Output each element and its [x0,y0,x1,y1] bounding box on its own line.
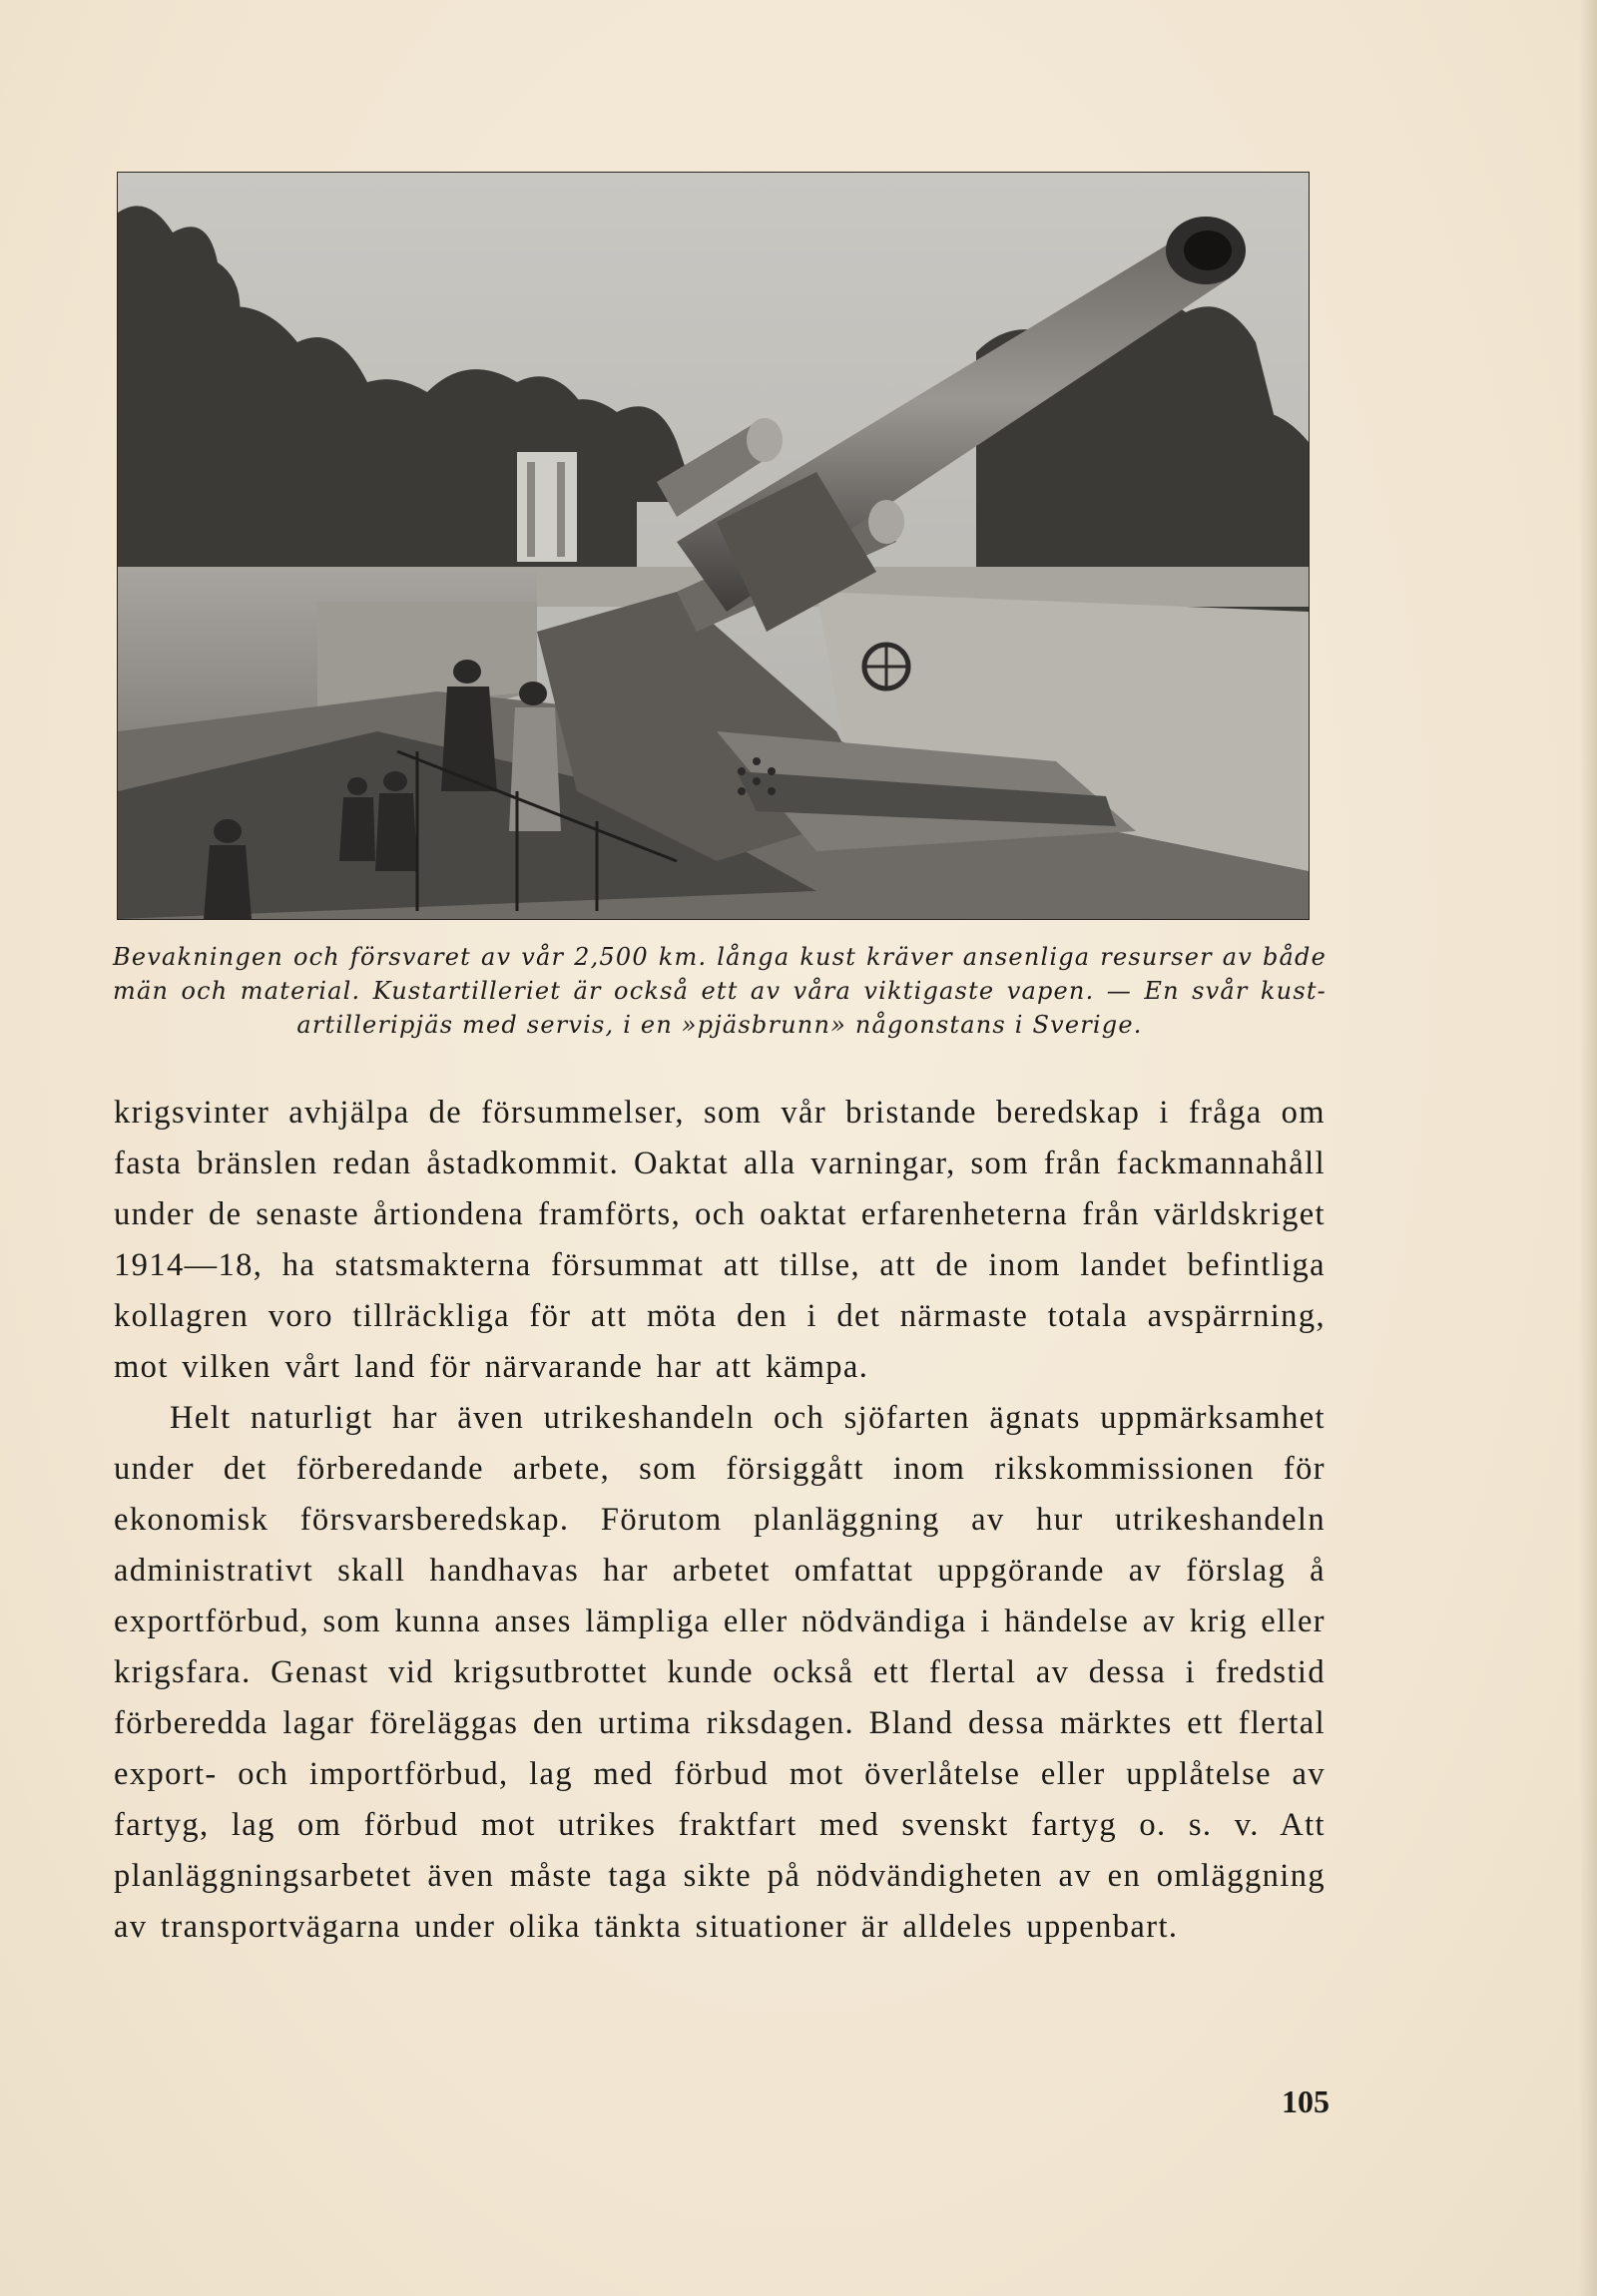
page-number: 105 [1282,2083,1330,2119]
caption-line-3: artilleripjäs med servis, i en »pjäsbrunn» någonstans i Sverige. [296,1011,1143,1039]
figure-caption [113,940,1327,1042]
caption-line-2: män och material. Kustartilleriet är också ett av våra viktigaste vapen. — En svår kust- [113,977,1327,1005]
coastal-artillery-photo [117,172,1310,920]
page-edge-shadow [1579,0,1597,2296]
coastal-artillery-photo-icon [118,173,1309,919]
paragraph-2: Helt naturligt har även utrikeshandeln och sjöfarten ägnats uppmärksamhet under det förberedande arbete, som försiggått inom rikskommissionen för ekonomisk försvarsberedskap. Förutom planläggning av hur utrikeshandeln administrativt skall handhavas har arbetet omfattat uppgörande av förslag å exportförbud, som kunna anses lämpliga eller nödvändiga i händelse av krig eller krigsfara. Genast vid krigsutbrottet kunde också ett flertal av dessa i fredstid förberedda lagar föreläggas den urtima riksdagen. Bland dessa märktes ett flertal export- och importförbud, lag med förbud mot överlåtelse eller upplåtelse av fartyg, lag om förbud mot utrikes fraktfart med svenskt fartyg o. s. v. Att planläggningsarbetet även måste taga sikte på nödvändigheten av en omläggning av transportvägarna under olika tänkta situationer är alldeles uppenbart. [114,1400,1326,1945]
paragraph-1: krigsvinter avhjälpa de försummelser, som vår bristande beredskap i fråga om fasta bränslen redan åstadkommit. Oaktat alla varningar, som från fackmannahåll under de senaste årtiondena framförts, och oaktat erfarenheterna från världskriget 1914—18, ha statsmakterna försummat att tillse, att de inom landet befintliga kollagren voro tillräckliga för att möta den i det närmaste totala avspärrning, mot vilken vårt land för närvarande har att kämpa. [114,1095,1326,1385]
body-text [114,1088,1326,1953]
caption-line-1: Bevakningen och försvaret av vår 2,500 km. långa kust kräver ansenliga resurser av både [113,943,1327,971]
